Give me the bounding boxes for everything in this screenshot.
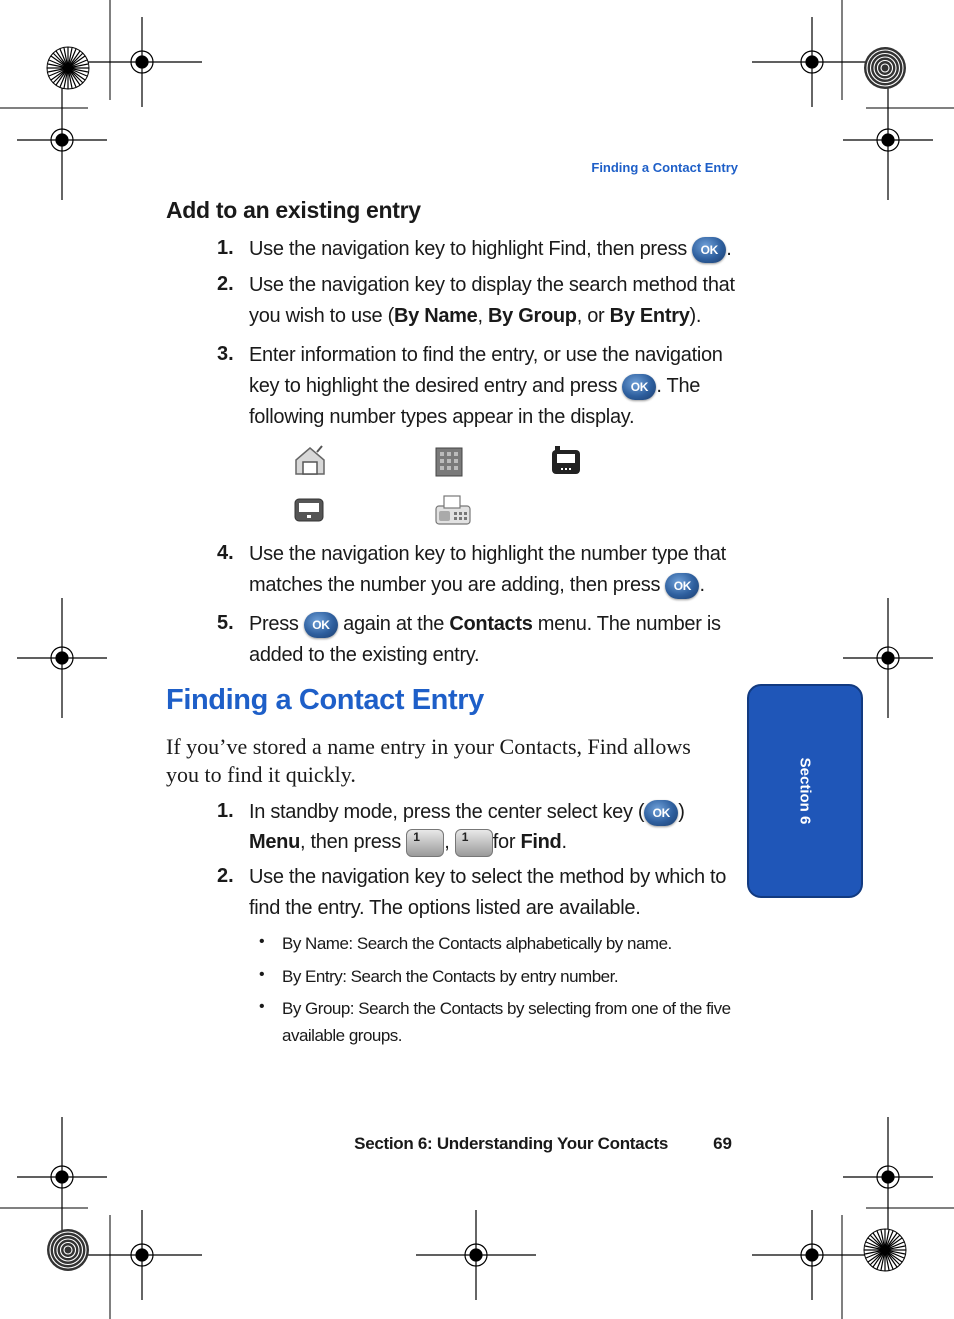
step-text: Press OK again at the Contacts menu. The number is added to the existing entry. [249, 613, 721, 666]
bullet-item: By Name: Search the Contacts alphabetically by name. [282, 934, 672, 953]
fax-icon [434, 494, 472, 526]
step-text: Use the navigation key to highlight Find, then press OK . [249, 234, 749, 265]
ok-key-icon: OK [692, 237, 726, 263]
step-number: 4. [217, 542, 234, 564]
footer-section-title: Section 6: Understanding Your Contacts [354, 1134, 668, 1153]
ok-key-icon: OK [644, 800, 678, 826]
running-header: Finding a Contact Entry [591, 160, 738, 175]
section-heading: Add to an existing entry [166, 197, 421, 223]
ok-key-icon: OK [622, 374, 656, 400]
bullet-icon: • [259, 998, 265, 1015]
step-text: Use the navigation key to highlight the number type that matches the number you are adding, then press OK . [249, 539, 749, 601]
section-tab-label: Section 6 [796, 757, 814, 825]
one-key-icon: 1 [455, 829, 493, 857]
step-text: In standby mode, press the center select key ( OK ) Menu, then press 1 , 1 for Find. [249, 797, 749, 857]
ok-key-icon: OK [304, 612, 338, 638]
step-number: 1. [217, 800, 234, 822]
step-number: 3. [217, 343, 234, 365]
ok-key-icon: OK [665, 573, 699, 599]
intro-paragraph: If you’ve stored a name entry in your Contacts, Find allows you to find it quickly. [166, 734, 691, 787]
page-number: 69 [713, 1134, 732, 1153]
bullet-item: By Group: Search the Contacts by selecting from one of the five available groups. [282, 999, 731, 1045]
page-title: Finding a Contact Entry [166, 684, 484, 716]
office-phone-icon [434, 444, 466, 478]
section-tab [747, 684, 863, 898]
step-number: 2. [217, 865, 234, 887]
step-text: Enter information to find the entry, or use the navigation key to highlight the desired entry and press OK . The following number types appear in the display. [249, 344, 723, 428]
bullet-icon: • [259, 966, 265, 983]
mobile-phone-icon [550, 444, 582, 476]
moire-mark [864, 47, 906, 89]
pager-icon [293, 496, 325, 524]
step-number: 2. [217, 273, 234, 295]
step-text: Use the navigation key to select the method by which to find the entry. The options listed are available. [249, 866, 727, 919]
step-number: 5. [217, 612, 234, 634]
step-number: 1. [217, 237, 234, 259]
bullet-icon: • [259, 933, 265, 950]
sunburst-mark [864, 1229, 906, 1271]
bullet-item: By Entry: Search the Contacts by entry number. [282, 967, 619, 986]
sunburst-mark [47, 47, 89, 89]
one-key-icon: 1 [406, 829, 444, 857]
moire-mark [47, 1229, 89, 1271]
step-text: Use the navigation key to display the search method that you wish to use (By Name, By Group, or By Entry). [249, 274, 735, 327]
home-phone-icon [292, 444, 328, 476]
